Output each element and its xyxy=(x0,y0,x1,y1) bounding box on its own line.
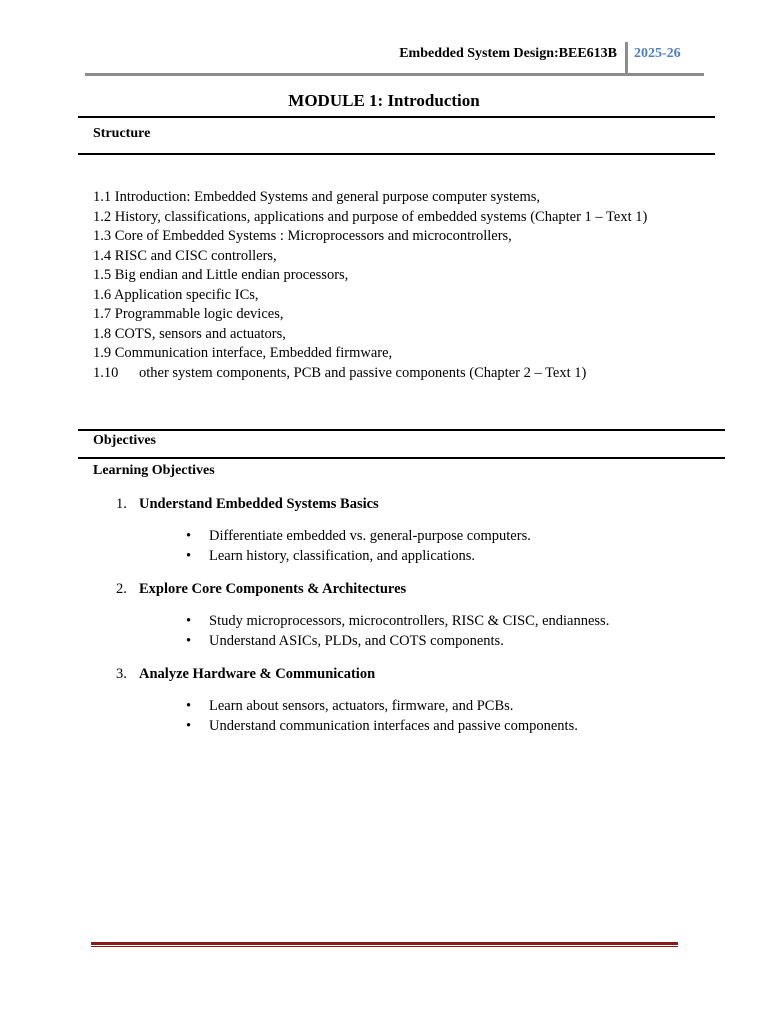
structure-bottom-rule xyxy=(78,153,715,155)
objective-bullets xyxy=(116,697,676,736)
bullet-item: • Study microprocessors, microcontrollers, RISC & CISC, endianness. xyxy=(209,612,676,632)
bullet-item: • Understand communication interfaces and passive components. xyxy=(209,717,676,737)
bullet-item: • Understand ASICs, PLDs, and COTS components. xyxy=(209,632,676,652)
objective-bullets xyxy=(116,527,676,566)
structure-item: 1.9 Communication interface, Embedded firmware, xyxy=(93,345,393,361)
objective-bullets xyxy=(116,612,676,651)
structure-list xyxy=(93,188,683,383)
objectives-bottom-rule xyxy=(78,457,725,459)
objective-item xyxy=(116,665,676,736)
objective-title: 1. Understand Embedded Systems Basics xyxy=(116,496,379,512)
objective-title: 2. Explore Core Components & Architectures xyxy=(116,581,407,597)
header-rule xyxy=(85,73,704,76)
structure-item: 1.10 other system components, PCB and passive components (Chapter 2 – Text 1) xyxy=(93,364,587,381)
bullet-item: • Differentiate embedded vs. general-purpose computers. xyxy=(209,527,676,547)
header-separator xyxy=(625,42,628,74)
structure-top-rule xyxy=(78,116,715,118)
bullet-item: • Learn about sensors, actuators, firmware, and PCBs. xyxy=(209,697,676,717)
structure-item: 1.6 Application specific ICs, xyxy=(93,286,259,303)
structure-item: 1.2 History, classifications, applications and purpose of embedded systems (Chapter 1 – Text 1) xyxy=(93,208,648,225)
objectives-heading: Objectives xyxy=(93,433,156,448)
header-course-title: Embedded System Design:BEE613B xyxy=(399,46,617,61)
structure-item: 1.3 Core of Embedded Systems : Microprocessors and microcontrollers, xyxy=(93,228,512,244)
objectives-list xyxy=(116,495,676,750)
objective-title: 3. Analyze Hardware & Communication xyxy=(116,666,376,682)
structure-item: 1.7 Programmable logic devices, xyxy=(93,306,284,322)
header-academic-year: 2025-26 xyxy=(634,46,681,61)
footer-rule-thin xyxy=(91,946,678,947)
bullet-item: • Learn history, classification, and applications. xyxy=(209,547,676,567)
structure-heading: Structure xyxy=(93,126,151,141)
module-title: MODULE 1: Introduction xyxy=(288,91,480,110)
footer-rule xyxy=(91,942,678,945)
objective-item xyxy=(116,495,676,566)
structure-item: 1.1 Introduction: Embedded Systems and general purpose computer systems, xyxy=(93,189,540,205)
structure-item: 1.5 Big endian and Little endian processors, xyxy=(93,267,349,283)
structure-item: 1.8 COTS, sensors and actuators, xyxy=(93,325,286,342)
learning-objectives-heading: Learning Objectives xyxy=(93,463,215,478)
structure-item: 1.4 RISC and CISC controllers, xyxy=(93,247,277,264)
objective-item xyxy=(116,580,676,651)
objectives-top-rule xyxy=(78,429,725,431)
